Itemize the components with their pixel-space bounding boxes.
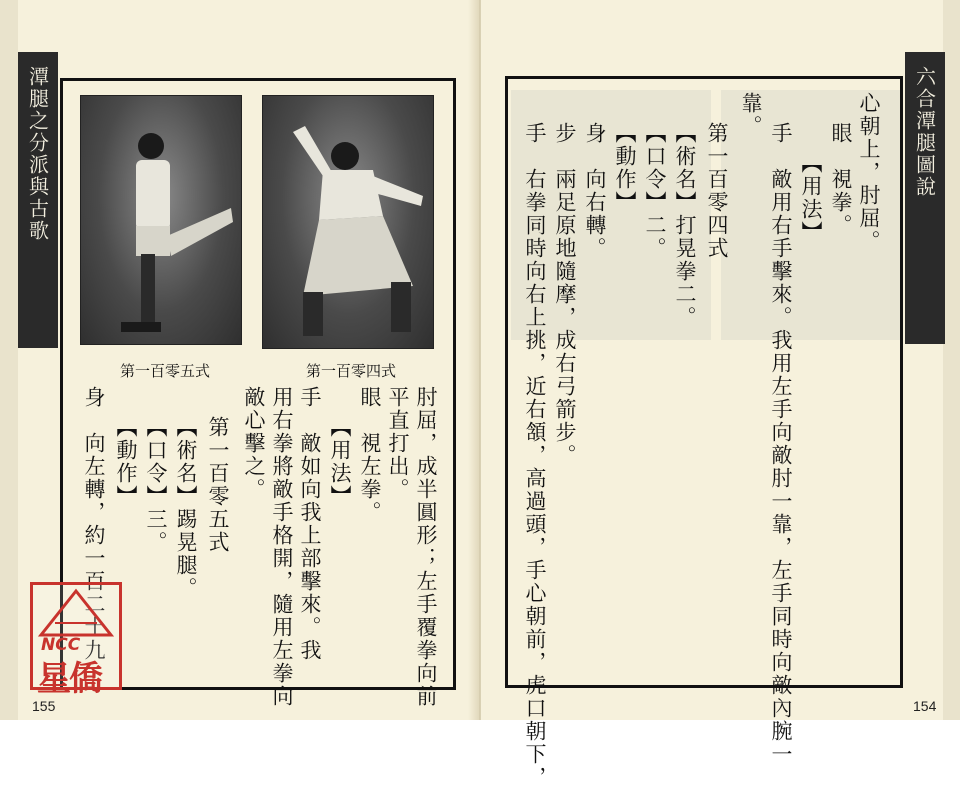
text-column: 用右拳將敵手格開，隨用左拳向 (270, 386, 294, 708)
text-column: 手 敵用右手擊來。我用左手向敵肘一靠，左手同時向敵內腕一 (769, 122, 793, 766)
stamp-triangle-icon (33, 585, 119, 639)
punching-figure-illustration (263, 96, 434, 349)
text-column: 身 向右轉。 (583, 122, 607, 260)
right-text-block (481, 92, 901, 789)
right-side-tab-label: 六合潭腿圖說 (912, 66, 937, 198)
text-column: 【口令】二。 (643, 122, 667, 260)
left-page (0, 0, 477, 720)
text-column: 手 敵如向我上部擊來。我 (298, 386, 322, 662)
section-label-usage: 【用法】 (799, 152, 823, 244)
caption-form-105: 第一百零五式 (120, 362, 211, 380)
kicking-figure-illustration (81, 96, 242, 345)
text-column: 眼 視拳。 (829, 122, 853, 237)
photo-form-104 (262, 95, 434, 349)
right-side-tab (905, 52, 945, 344)
section-label-usage: 【用法】 (328, 416, 352, 508)
form-heading: 第一百零四式 (705, 122, 729, 260)
text-column: 手 右拳同時向右上挑，近右頷，高過頭，手心朝前，虎口朝下， (523, 122, 547, 789)
page-number-left: 155 (32, 698, 56, 714)
text-column: 肘屈，成半圓形；左手覆拳向前 (414, 386, 438, 708)
text-column: 步 兩足原地隨摩，成右弓箭步。 (553, 122, 577, 467)
text-column: 心朝上，肘屈。 (857, 92, 881, 253)
text-column: 靠。 (739, 92, 763, 138)
text-column: 【動作】 (114, 416, 138, 508)
text-column: 【術名】踢晃腿。 (174, 416, 198, 600)
text-column: 敵心擊之。 (242, 386, 266, 501)
text-column: 【動作】 (613, 122, 637, 214)
left-side-tab-label: 潭腿之分派與古歌 (25, 66, 50, 242)
stamp-text-bottom: 星僑 (37, 659, 101, 699)
left-side-tab (18, 52, 58, 348)
form-heading: 第一百零五式 (206, 416, 230, 554)
text-column: 【術名】打晃拳二。 (673, 122, 697, 329)
text-column: 身 向左轉，約一百二十九 (82, 386, 106, 662)
page-edge (943, 0, 960, 720)
caption-form-104: 第一百零四式 (306, 362, 397, 380)
text-column: 平直打出。 (386, 386, 410, 501)
text-column: 【口令】三。 (144, 416, 168, 554)
right-page (480, 0, 960, 789)
photo-form-105 (80, 95, 242, 345)
stamp-text-top: NCC (41, 635, 81, 655)
page-number-right: 154 (913, 698, 937, 714)
ncc-stamp (30, 582, 122, 699)
text-column: 眼 視左拳。 (358, 386, 382, 524)
